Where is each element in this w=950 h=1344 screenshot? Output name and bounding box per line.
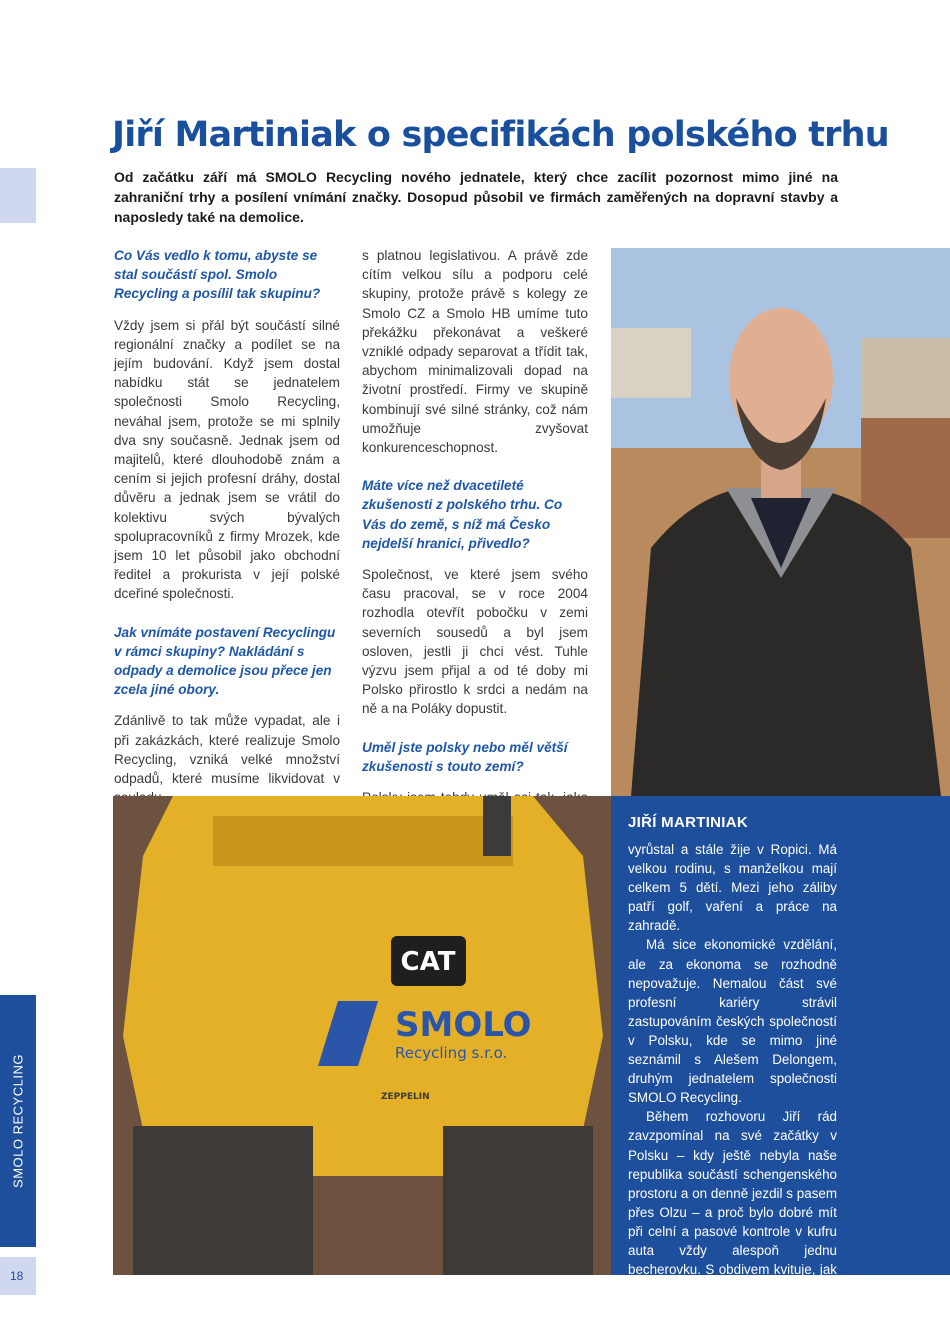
article-title: Jiří Martiniak o specifikách polského trhu	[112, 115, 889, 155]
section-tab	[0, 995, 36, 1247]
answer-1: Vždy jsem si přál být součástí silné regionální značky a podílet se na jejím budování. Když jsem dostal nabídku stát se jednatelem společnosti Smolo Recycling, neváhal jsem, protože se mi splnily dva sny současně. Jednak jsem od majitelů, které dlouhodobě znám a cením si jejich profesní dráhy, dostal důvěru a jednak jsem se vrátil do kolektivu svých bývalých spolupracovníků z firmy Mrozek, kde jsem 10 let působil jako obchodní ředitel a prokurista v její polské dceřiné společnosti.	[114, 317, 340, 602]
recycling-logo-text: Recycling s.r.o.	[395, 1044, 508, 1062]
question-2: Jak vnímáte postavení Recyclingu v rámci skupiny? Nakládání s odpady a demolice jsou přece jen zcela jiné obory.	[114, 624, 336, 698]
zeppelin-text: ZEPPELIN	[381, 1092, 430, 1102]
excavator-illustration	[113, 796, 611, 1275]
question-4: Uměl jste polsky nebo měl větší zkušenosti s touto zemí?	[362, 739, 568, 774]
article-lead: Od začátku září má SMOLO Recycling nového jednatele, který chce zacílit pozornost mimo jiné na zahraniční trhy a posílení vnímání značky. Dosopud působil ve firmách zaměřených na dopravní stavby a naposledy také na demolice.	[114, 169, 838, 225]
column-1	[114, 246, 340, 826]
bio-paragraph-2: Má sice ekonomické vzdělání, ale za ekonoma se rozhodně nepovažuje. Nemalou část své profesní kariéry strávil zastupováním českých společností v Polsku, kde se mimo jiné seznámil s Alešem Delongem, druhým jednatelem společnosti SMOLO Recycling.	[628, 937, 837, 1106]
column-2	[362, 246, 588, 865]
question-1: Co Vás vedlo k tomu, abyste se stal součástí spol. Smolo Recycling a posílil tak skupinu?	[114, 248, 321, 302]
excavator-photo	[113, 796, 611, 1275]
bio-paragraph-3: Během rozhovoru Jiří rád zavzpomínal na své začátky v Polsku – kdy ještě nebyla naše republika součástí schengenského prostoru a on denně jezdil s pasem přes Olzu – a proč bylo dobré mít při celní a pasové kontrole v kufru auta vždy alespoň jednu becherovku. S obdivem kvituje, jak se za těch dvacet let změnilo Polsko k lepšímu.	[628, 1109, 837, 1316]
bio-box	[611, 796, 950, 1316]
page-number: 18	[0, 1257, 36, 1295]
section-label: SMOLO RECYCLING	[10, 1054, 26, 1188]
smolo-logo-text: SMOLO	[395, 1005, 532, 1045]
answer-2: Zdánlivě to tak může vypadat, ale i při zakázkách, které realizuje Smolo Recycling, vzniká velké množství odpadů, které musíme likvidovat v	[114, 713, 340, 787]
portrait-illustration	[611, 248, 950, 796]
top-left-tab	[0, 168, 36, 223]
bio-name: JIŘÍ MARTINIAK	[628, 814, 749, 831]
answer-3: Společnost, ve které jsem svého času pracoval, se v roce 2004 rozhodla otevřít pobočku v zemi severních sousedů a byl jsem osloven, jestli ji chci vést. Tuhle výzvu jsem přijal a od té doby mi Polsko přirostlo k srdci a nedám na ně a na Poláky dopustit.	[362, 567, 588, 717]
portrait-photo	[611, 248, 950, 796]
cat-logo-text: CAT	[400, 947, 456, 977]
question-3: Máte více než dvacetileté zkušenosti z polského trhu. Co Vás do země, s níž má Česko nejdelší hranici, přivedlo?	[362, 478, 563, 551]
answer-2-continued: s platnou legislativou. A právě zde cítím velkou sílu a podporu celé skupiny, protože právě s kolegy ze Smolo CZ a Smolo HB umíme tuto překážku překonávat a veškeré vzniklé odpady separovat a třídit tak, abychom minimalizovali dopad na životní prostředí. Firmy ve skupině kombinují své silné stránky, což nám umožňuje zvyšovat konkurenceschopnost.	[362, 248, 588, 456]
bio-paragraph-1: vyrůstal a stále žije v Ropici. Má velkou rodinu, s manželkou mají celkem 5 dětí. Mezi jeho záliby patří golf, vaření a práce na zahradě.	[628, 842, 837, 934]
